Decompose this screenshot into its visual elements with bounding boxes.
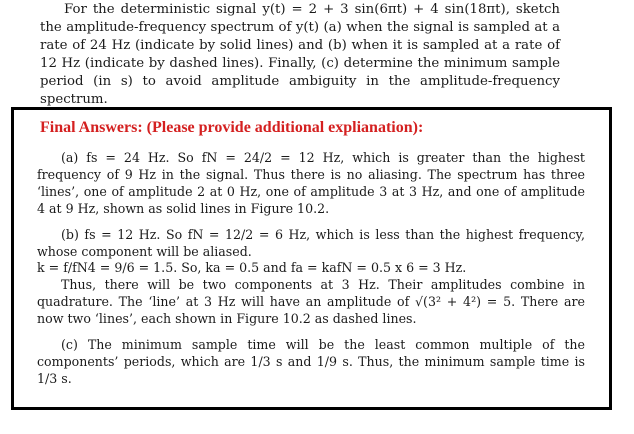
problem-statement [40,1,560,110]
answers-heading: Final Answers: (Please provide additional explianation): [40,119,424,136]
answer-part-a: (a) fs = 24 Hz. So fN = 24/2 = 12 Hz, which is greater than the highest frequency of 9 Hz in the signal. Thus there is no aliasing. The spectrum has three ‘lines’, one of amplitude 2 at 0 Hz, one of amplitude 3 at 3 Hz, and one of amplitude 4 at 9 Hz, shown as solid lines in Figure 10.2. [37,150,585,216]
answer-part-b-intro: (b) fs = 12 Hz. So fN = 12/2 = 6 Hz, which is less than the highest frequency, whose component will be aliased. [37,226,585,259]
answer-part-c: (c) The minimum sample time will be the least common multiple of the components’ periods, which are 1/3 s and 1/9 s. Thus, the minimum sample time is 1/3 s. [37,337,585,386]
problem-text: For the deterministic signal y(t) = 2 + 3 sin(6πt) + 4 sin(18πt), sketch the amplitude-frequency spectrum of y(t) (a) when the signal is sampled at a rate of 24 Hz (indicate by solid lines) and (b) when it is sampled at a rate of 12 Hz (indicate by dashed lines). Finally, (c) determine the minimum sample period (in s) to avoid amplitude ambiguity in the amplitude-frequency spectrum. [40,2,560,108]
answer-part-b-result: Thus, there will be two components at 3 Hz. Their amplitudes combine in quadrature. The ‘line’ at 3 Hz will have an amplitude of √(3² + 4²) = 5. There are now two ‘lines’, each shown in Figure 10.2 as dashed lines. [37,277,585,327]
answer-part-b-aliasing: k = f/fN4 = 9/6 = 1.5. So, ka = 0.5 and fa = kafN = 0.5 x 6 = 3 Hz. [37,260,467,276]
answers-body [37,150,585,388]
final-answers-box [11,107,612,410]
